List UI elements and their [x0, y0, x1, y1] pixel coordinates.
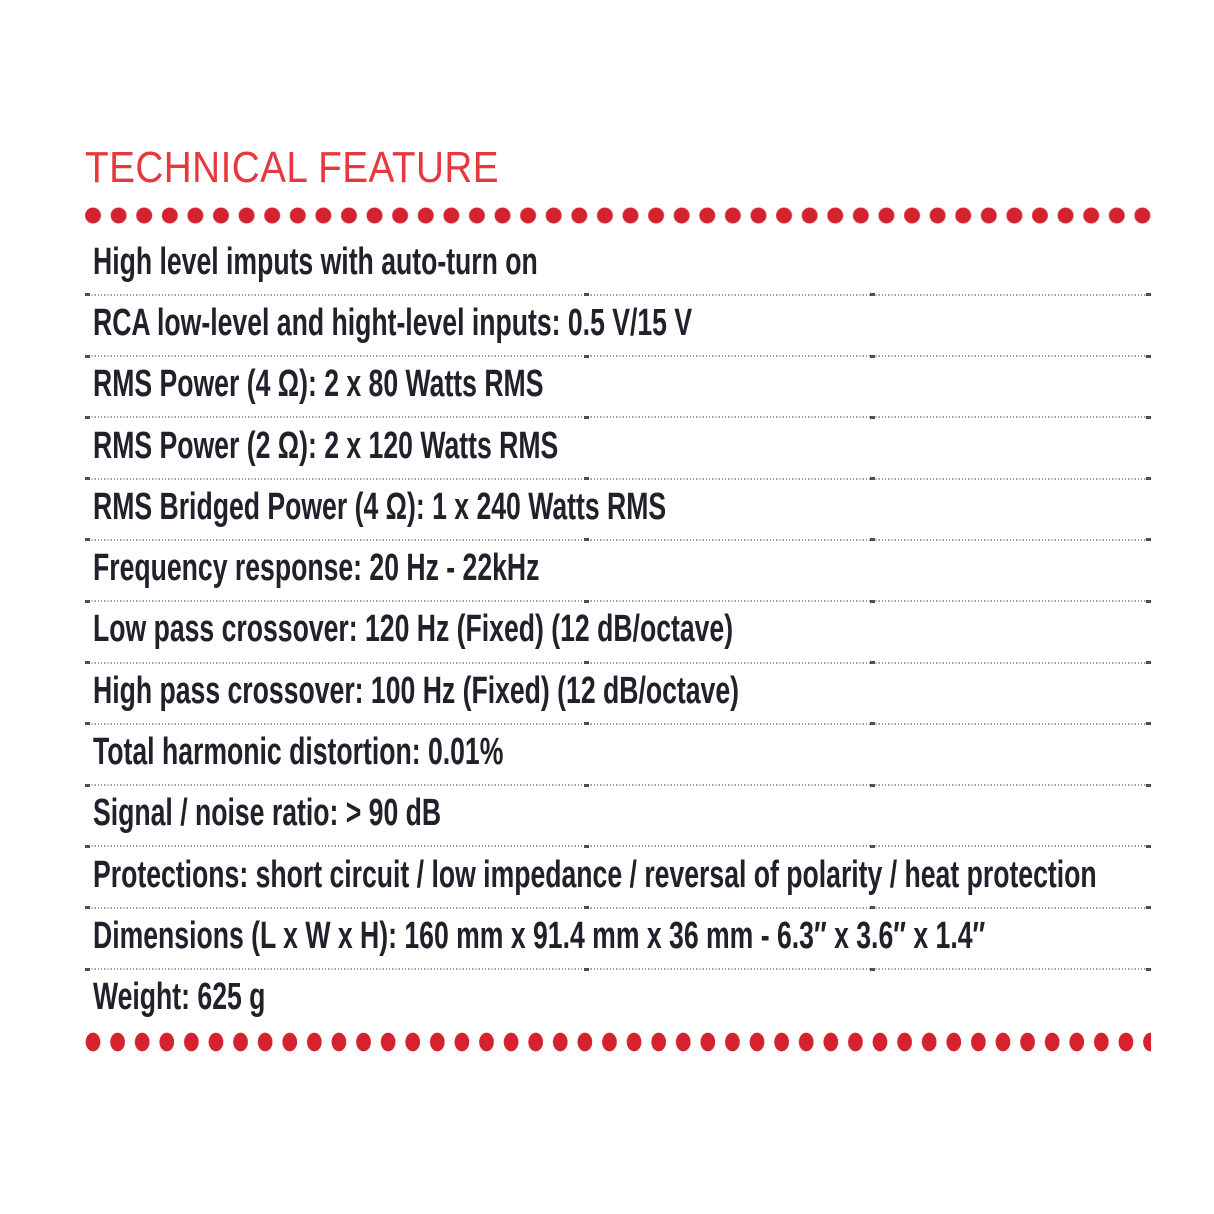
- spec-table: [85, 235, 1151, 1032]
- spec-row: [85, 848, 1151, 909]
- spec-row: [85, 725, 1151, 786]
- spec-text: Total harmonic distortion: 0.01%: [93, 731, 504, 774]
- dotted-divider-bottom: [85, 1032, 1151, 1052]
- spec-text: RMS Power (2 Ω): 2 x 120 Watts RMS: [93, 424, 559, 467]
- spec-content: [85, 0, 1151, 1052]
- spec-row: [85, 235, 1151, 296]
- spec-text: High pass crossover: 100 Hz (Fixed) (12 dB/octave): [93, 669, 740, 712]
- dotted-divider-top: [85, 207, 1151, 224]
- spec-row: [85, 419, 1151, 480]
- spec-row: [85, 971, 1151, 1032]
- spec-row: [85, 787, 1151, 848]
- spec-text: Signal / noise ratio: > 90 dB: [93, 792, 442, 835]
- spec-row: [85, 664, 1151, 725]
- spec-text: High level imputs with auto-turn on: [93, 240, 538, 283]
- spec-row: [85, 296, 1151, 357]
- spec-text: Frequency response: 20 Hz - 22kHz: [93, 547, 540, 590]
- spec-text: Weight: 625 g: [93, 976, 266, 1019]
- spec-text: Protections: short circuit / low impedance / reversal of polarity / heat protection: [93, 853, 1097, 896]
- spec-text: RMS Bridged Power (4 Ω): 1 x 240 Watts RMS: [93, 485, 667, 528]
- spec-row: [85, 480, 1151, 541]
- spec-text: Dimensions (L x W x H): 160 mm x 91.4 mm x 36 mm - 6.3″ x 3.6″ x 1.4″: [93, 914, 986, 957]
- spec-text: Low pass crossover: 120 Hz (Fixed) (12 dB/octave): [93, 608, 734, 651]
- spec-row: [85, 358, 1151, 419]
- page-title: TECHNICAL FEATURE: [85, 143, 500, 192]
- spec-row: [85, 603, 1151, 664]
- spec-row: [85, 909, 1151, 970]
- spec-text: RCA low-level and hight-level inputs: 0.5 V/15 V: [93, 301, 693, 344]
- spec-row: [85, 541, 1151, 602]
- spec-text: RMS Power (4 Ω): 2 x 80 Watts RMS: [93, 363, 544, 406]
